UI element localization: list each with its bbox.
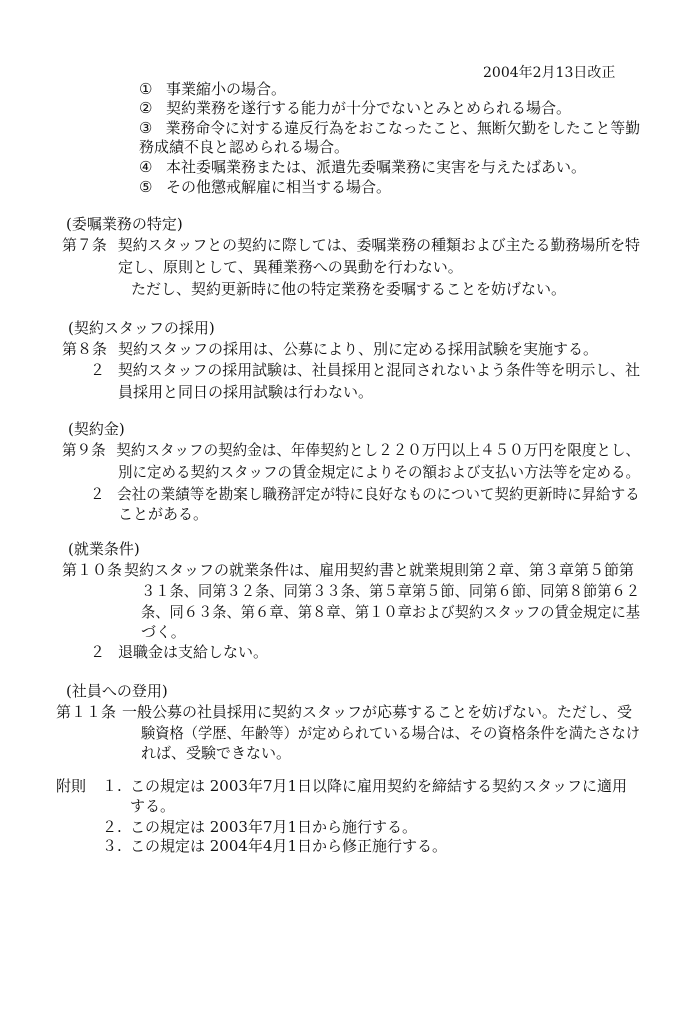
list-item-number: ④ [139,158,153,176]
article-9-line: ことがある。 [118,505,209,523]
list-item [139,101,571,116]
list-item-text: その他懲戒解雇に相当する場合。 [166,178,392,196]
list-item-text: 業務命令に対する違反行為をおこなったこと、無断欠勤をしたこと等勤 [165,119,641,137]
article-11-line: れば、受験できない。 [141,744,292,762]
article-10-heading: (就業条件) [68,540,140,558]
list-item-number: ① [139,80,153,98]
article-8-label: 第８条 [62,340,108,358]
list-item [139,121,640,136]
article-8-text: 契約スタッフの採用は、公募により、別に定める採用試験を実施する。 [118,340,599,358]
article-10-line [62,563,634,578]
supplementary-item-continuation: する。 [130,797,176,815]
article-7-label: 第７条 [62,236,107,254]
article-11-line: 験資格（学歴、年齢等）が定められている場合は、その資格条件を満たさなけ [141,724,641,742]
article-7-line: ただし、契約更新時に他の特定業務を委嘱することを妨げない。 [131,280,567,298]
article-10-label: 第１０条 [62,561,123,579]
article-7-line [62,238,640,253]
list-item-number: ⑤ [139,178,153,196]
article-10-text: 契約スタッフの就業条件は、雇用契約書と就業規則第２章、第３章第５節第 [124,561,635,579]
supplementary-item-text: この規定は 2004年4月1日から修正施行する。 [130,837,448,855]
article-10-paragraph-2 [90,645,268,660]
paragraph-number: ２ [90,485,105,503]
list-item [139,180,391,195]
supplementary-item-text: この規定は 2003年7月1日から施行する。 [130,818,418,836]
supplementary-item [102,839,447,854]
supplementary-label: 附則 [56,777,87,795]
article-9-line [62,443,640,458]
article-9-paragraph-2 [90,487,640,502]
paragraph-text: 契約スタッフの採用試験は、社員採用と混同されないよう条件等を明示し、社 [117,361,641,379]
article-7-text: 契約スタッフとの契約に際しては、委嘱業務の種類および主たる勤務場所を特 [117,236,640,254]
article-7-line: 定し、原則として、異種業務への異動を行わない。 [118,258,463,276]
article-9-text: 契約スタッフの契約金は、年俸契約とし２２０万円以上４５０万円を限度とし、 [116,441,641,459]
revision-date: 2004年2月13日改正 [483,65,616,81]
article-9-line: 別に定める契約スタッフの賃金規定によりその額および支払い方法等を定める。 [118,463,641,481]
supplementary-item [102,779,627,794]
supplementary-item [102,820,417,835]
article-7-heading: (委嘱業務の特定) [66,215,183,233]
paragraph-number: ２ [90,643,106,661]
article-9-heading: (契約金) [68,420,125,438]
article-10-line: 条、同６３条、第６章、第８章、第１０章および契約スタッフの賃金規定に基 [141,603,641,621]
article-10-line: ３１条、同第３２条、同第３３条、第５章第５節、同第６節、同第８節第６２ [141,582,641,600]
article-11-text: 一般公募の社員採用に契約スタッフが応募することを妨げない。ただし、受 [122,703,633,721]
supplementary-item-number: １. [102,777,122,795]
paragraph-text: 退職金は支給しない。 [118,643,269,661]
list-item-number: ③ [139,119,153,137]
article-11-line [56,705,632,720]
list-item-text: 本社委嘱業務または、派遣先委嘱業務に実害を与えたばあい。 [166,158,587,176]
article-10-line: づく。 [141,623,186,641]
article-8-line: 員採用と同日の採用試験は行わない。 [118,383,374,401]
list-item [139,160,586,175]
article-8-paragraph-2 [90,363,640,378]
supplementary-item-number: ２. [102,818,122,836]
supplementary-item-number: ３. [102,837,122,855]
list-item-number: ② [139,99,153,117]
paragraph-number: ２ [90,361,105,379]
article-11-heading: (社員への登用) [66,682,168,700]
article-9-label: 第９条 [62,441,106,459]
list-item-text: 契約業務を遂行する能力が十分でないとみとめられる場合。 [166,99,572,117]
article-8-line [62,342,598,357]
article-11-label: 第１１条 [56,703,117,721]
list-item [139,82,286,97]
supplementary-item-text: この規定は 2003年7月1日以降に雇用契約を締結する契約スタッフに適用 [130,777,628,795]
list-item-text: 事業縮小の場合。 [166,80,287,98]
paragraph-text: 会社の業績等を勘案し職務評定が特に良好なものについて契約更新時に昇給する [117,485,640,503]
list-item-continuation: 務成績不良と認められる場合。 [139,138,350,156]
article-8-heading: (契約スタッフの採用) [68,319,215,337]
